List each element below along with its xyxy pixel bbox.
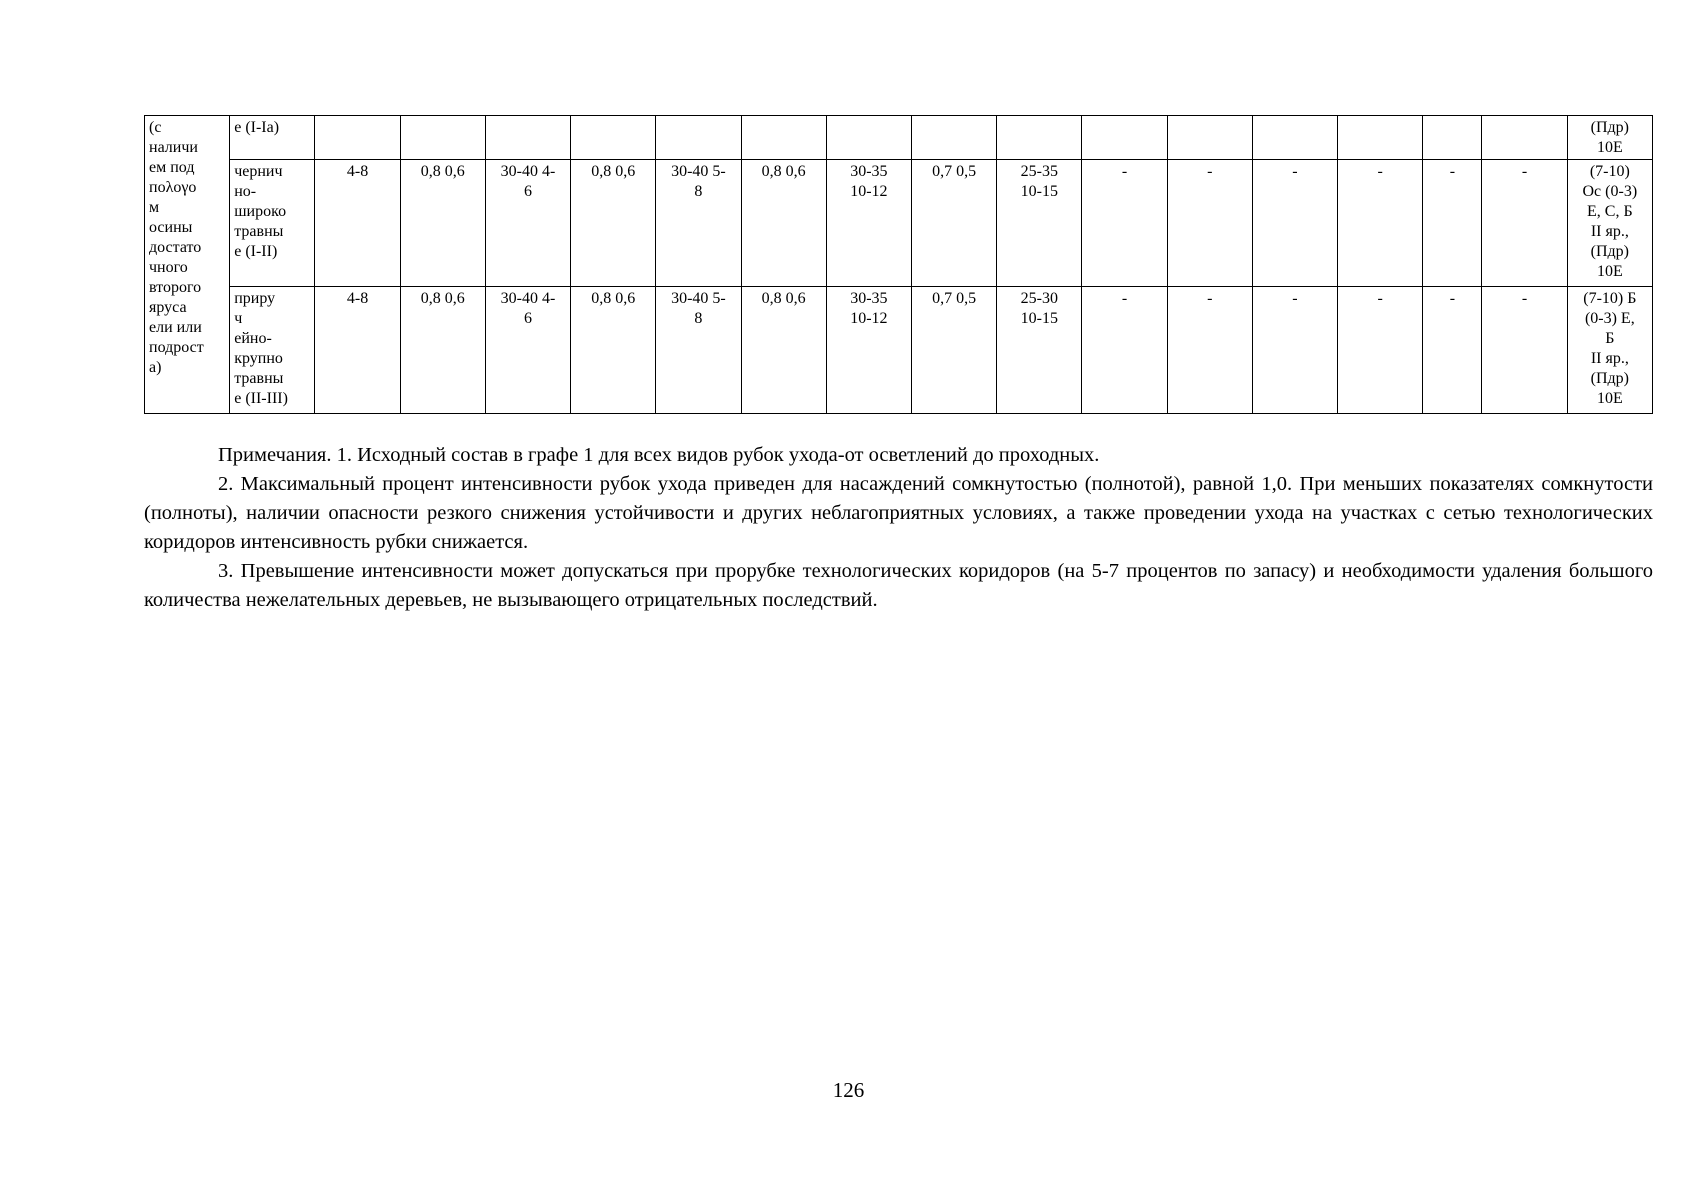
table-cell — [826, 116, 911, 160]
table-cell — [911, 116, 996, 160]
table-cell — [1338, 116, 1423, 160]
table-cell — [315, 116, 400, 160]
table-cell — [485, 116, 570, 160]
table-cell: - — [1252, 160, 1337, 287]
table-cell: 4-8 — [315, 160, 400, 287]
page-number: 126 — [832, 1078, 865, 1102]
table-cell — [1082, 116, 1167, 160]
notes-section — [144, 441, 1653, 615]
table-cell: 30-40 4- 6 — [485, 287, 570, 414]
table-cell: 25-35 10-15 — [997, 160, 1082, 287]
table-cell: 4-8 — [315, 287, 400, 414]
target-composition-cell: (7-10) Б (0-3) Е, Б II яр., (Пдр) 10Е — [1567, 287, 1652, 414]
table-cell — [997, 116, 1082, 160]
table-cell: 0,8 0,6 — [571, 287, 656, 414]
forest-type-cell: приру ч ейно- крупно травны е (II-III) — [230, 287, 315, 414]
initial-composition-cell: (с наличи ем под пολογο м осины достато чного второго яруса ели или подрост а) — [145, 116, 230, 414]
table-cell: - — [1423, 287, 1482, 414]
table-cell: 0,8 0,6 — [400, 160, 485, 287]
target-composition-cell: (Пдр) 10Е — [1567, 116, 1652, 160]
table-cell: - — [1482, 160, 1567, 287]
table-cell — [1167, 116, 1252, 160]
table-cell: 0,8 0,6 — [741, 287, 826, 414]
table-cell: 0,8 0,6 — [400, 287, 485, 414]
target-composition-cell: (7-10) Ос (0-3) Е, С, Б II яр., (Пдр) 10Е — [1567, 160, 1652, 287]
table-cell: - — [1167, 160, 1252, 287]
table-cell — [400, 116, 485, 160]
table-cell — [1252, 116, 1337, 160]
table-cell: - — [1082, 287, 1167, 414]
table-cell: - — [1167, 287, 1252, 414]
note-paragraph: Примечания. 1. Исходный состав в графе 1 для всех видов рубок ухода-от осветлений до проходных. — [218, 444, 1100, 466]
table-cell: - — [1252, 287, 1337, 414]
note-paragraph: 2. Максимальный процент интенсивности рубок ухода приведен для насаждений сомкнутостью (полнотой), равной 1,0. При меньших показателях сомкнутости (полноты), наличии опасности резкого снижения устойчивости и других неблагоприятных условиях, а также проведении ухода на участках с сетью технологических коридоров интенсивность рубки снижается. — [144, 473, 1653, 553]
table-cell: 0,8 0,6 — [741, 160, 826, 287]
table-cell: 30-40 4- 6 — [485, 160, 570, 287]
note-paragraph: 3. Превышение интенсивности может допускаться при прорубке технологических коридоров (на 5-7 процентов по запасу) и необходимости удаления большого количества нежелательных деревьев, не вызывающего отрицательных последствий. — [144, 560, 1653, 611]
table-cell: - — [1423, 160, 1482, 287]
forest-type-cell: чернич но- широко травны е (I-II) — [230, 160, 315, 287]
table-row — [145, 160, 1653, 287]
table-cell: - — [1338, 287, 1423, 414]
table-cell — [656, 116, 741, 160]
table-cell: 0,8 0,6 — [571, 160, 656, 287]
table-cell: 30-40 5- 8 — [656, 160, 741, 287]
table-cell — [1423, 116, 1482, 160]
table-cell — [741, 116, 826, 160]
table-cell: 30-40 5- 8 — [656, 287, 741, 414]
table-cell — [571, 116, 656, 160]
table-cell: 0,7 0,5 — [911, 287, 996, 414]
table-cell: 0,7 0,5 — [911, 160, 996, 287]
table-cell: 30-35 10-12 — [826, 160, 911, 287]
table-cell: - — [1338, 160, 1423, 287]
table-cell: 25-30 10-15 — [997, 287, 1082, 414]
forest-type-cell: е (I-Ia) — [230, 116, 315, 160]
table-cell: - — [1482, 287, 1567, 414]
table-row — [145, 287, 1653, 414]
table-cell: 30-35 10-12 — [826, 287, 911, 414]
table-cell: - — [1082, 160, 1167, 287]
forest-care-table — [144, 115, 1653, 414]
table-row — [145, 116, 1653, 160]
table-cell — [1482, 116, 1567, 160]
